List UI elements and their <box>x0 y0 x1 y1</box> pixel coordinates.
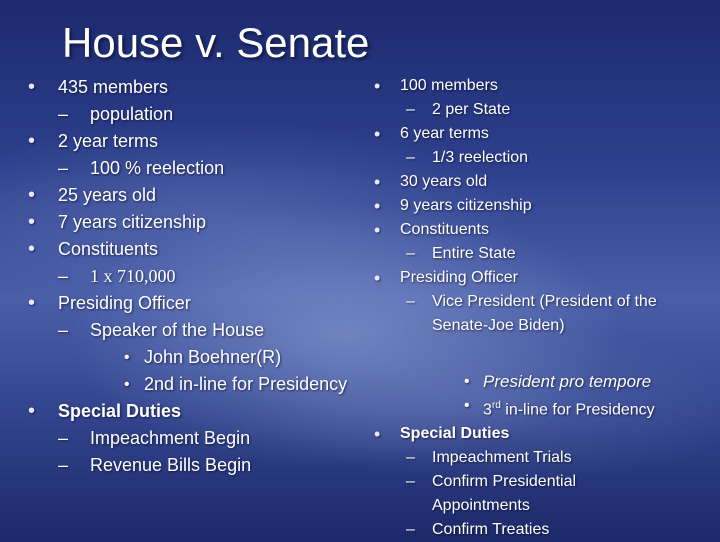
senate-citizenship: 9 years citizenship <box>400 197 532 214</box>
list-subitem <box>22 317 352 344</box>
senate-members-sub: 2 per State <box>432 101 511 118</box>
house-constituents-sub: 1 x 710,000 <box>90 266 176 286</box>
bullet-icon: • <box>374 220 381 240</box>
senate-pro-tempore-rank-sup: rd <box>491 400 501 411</box>
list-item <box>22 209 352 236</box>
dash-icon: – <box>58 320 69 340</box>
dash-icon: – <box>406 101 415 118</box>
list-subitem <box>22 101 352 128</box>
senate-pro-tempore-rank-rest: in-line for Presidency <box>500 401 655 419</box>
dash-icon: – <box>58 104 69 124</box>
list-item <box>368 218 708 242</box>
dash-icon: – <box>406 449 415 467</box>
list-subsubitem <box>368 394 708 422</box>
list-subitem <box>368 242 708 266</box>
senate-constituents: Constituents <box>400 221 489 238</box>
list-item <box>368 422 708 446</box>
bullet-icon: • <box>374 76 381 96</box>
list-subitem <box>368 98 708 122</box>
senate-special-b-line1: Confirm Presidential <box>432 473 577 491</box>
bullet-icon: • <box>124 376 130 393</box>
house-special-a: Impeachment Begin <box>90 428 251 448</box>
list-item <box>22 74 352 101</box>
list-subsubitem <box>22 344 352 371</box>
senate-presiding-sub-line2: Senate-Joe Biden) <box>432 317 565 334</box>
bullet-icon: • <box>28 292 36 314</box>
list-subitem <box>368 470 708 494</box>
bullet-icon: • <box>28 400 36 422</box>
list-subitem <box>22 425 352 452</box>
senate-special-a: Impeachment Trials <box>432 449 572 467</box>
list-subsubitem <box>22 371 352 398</box>
bullet-icon: • <box>374 172 381 192</box>
list-subitem-continued <box>368 314 708 338</box>
bullet-icon: • <box>374 196 381 216</box>
dash-icon: – <box>58 428 69 448</box>
list-item <box>368 74 708 98</box>
house-members: 435 members <box>58 77 169 97</box>
house-constituents: Constituents <box>58 239 159 259</box>
list-subitem <box>368 290 708 314</box>
senate-terms: 6 year terms <box>400 125 489 142</box>
list-item <box>368 194 708 218</box>
list-subitem <box>368 446 708 470</box>
senate-pro-tempore: President pro tempore <box>483 372 652 391</box>
senate-members: 100 members <box>400 77 498 94</box>
list-subsubitem <box>368 370 708 394</box>
senate-presiding: Presiding Officer <box>400 269 518 286</box>
dash-icon: – <box>406 473 415 491</box>
bullet-icon: • <box>28 130 36 152</box>
house-members-sub: population <box>90 104 174 124</box>
senate-constituents-sub: Entire State <box>432 245 516 262</box>
senate-age: 30 years old <box>400 173 488 190</box>
house-terms-sub: 100 % reelection <box>90 158 225 178</box>
list-item <box>22 128 352 155</box>
dash-icon: – <box>58 455 69 475</box>
list-item <box>22 398 352 425</box>
slide-title: House v. Senate <box>62 19 370 66</box>
list-item <box>22 182 352 209</box>
bullet-icon: • <box>28 238 36 260</box>
house-presiding-sub: Speaker of the House <box>90 320 265 340</box>
bullet-icon: • <box>374 424 381 445</box>
bullet-icon: • <box>374 124 381 144</box>
dash-icon: – <box>58 158 69 178</box>
senate-special: Special Duties <box>400 425 510 443</box>
senate-column <box>368 74 708 542</box>
dash-icon: – <box>58 266 69 286</box>
senate-special-b-line2: Appointments <box>432 497 530 515</box>
list-subitem <box>368 518 708 542</box>
senate-presiding-sub-line1: Vice President (President of the <box>432 293 657 310</box>
dash-icon: – <box>406 245 415 262</box>
list-item <box>368 170 708 194</box>
bullet-icon: • <box>28 184 36 206</box>
house-age: 25 years old <box>58 185 157 205</box>
house-column <box>22 74 352 479</box>
senate-pro-tempore-rank-num: 3 <box>483 401 492 419</box>
dash-icon: – <box>406 521 415 539</box>
house-special: Special Duties <box>58 401 182 421</box>
spacer <box>368 338 708 370</box>
bullet-icon: • <box>464 397 470 414</box>
bullet-icon: • <box>464 373 470 390</box>
list-item <box>368 266 708 290</box>
house-special-b: Revenue Bills Begin <box>90 455 252 475</box>
list-item <box>368 122 708 146</box>
bullet-icon: • <box>28 211 36 233</box>
house-speaker-name: John Boehner(R) <box>144 347 282 367</box>
dash-icon: – <box>406 293 415 310</box>
dash-icon: – <box>406 149 415 166</box>
list-subitem-continued <box>368 494 708 518</box>
list-subitem <box>22 452 352 479</box>
house-presiding: Presiding Officer <box>58 293 191 313</box>
senate-special-c: Confirm Treaties <box>432 521 550 539</box>
house-citizenship: 7 years citizenship <box>58 212 207 232</box>
list-subitem <box>22 263 352 290</box>
bullet-icon: • <box>28 76 36 98</box>
list-item <box>22 290 352 317</box>
bullet-icon: • <box>124 349 130 366</box>
house-terms: 2 year terms <box>58 131 159 151</box>
house-speaker-rank: 2nd in-line for Presidency <box>144 374 348 394</box>
list-subitem <box>368 146 708 170</box>
list-item <box>22 236 352 263</box>
bullet-icon: • <box>374 268 381 288</box>
list-subitem <box>22 155 352 182</box>
senate-terms-sub: 1/3 reelection <box>432 149 529 166</box>
